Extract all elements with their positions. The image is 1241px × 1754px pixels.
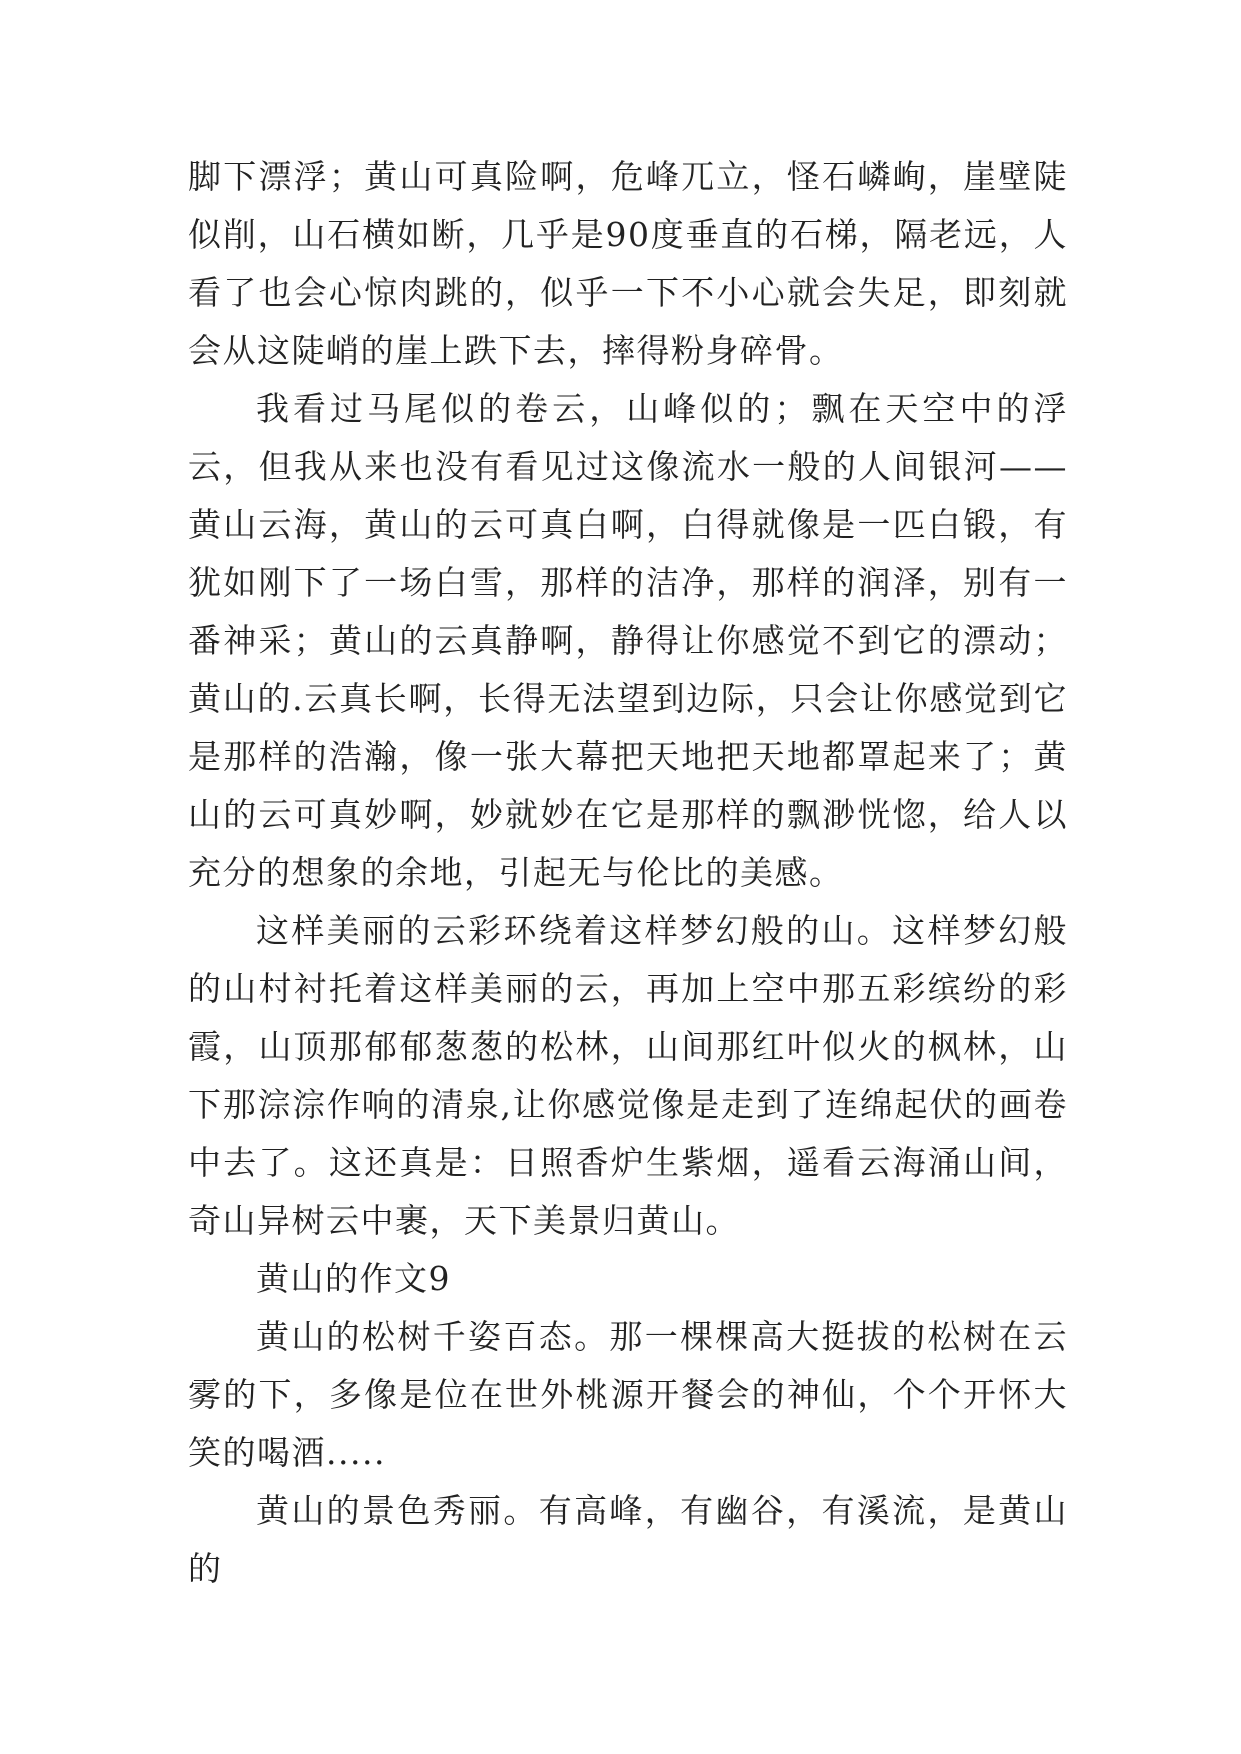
- section-heading: 黄山的作文9: [256, 1259, 451, 1298]
- document-body: [188, 148, 1068, 1598]
- paragraph-3: 这样美丽的云彩环绕着这样梦幻般的山。这样梦幻般的山村衬托着这样美丽的云，再加上空中那五彩缤纷的彩霞，山顶那郁郁葱葱的松林，山间那红叶似火的枫林，山下那淙淙作响的清泉,让你感觉像是走到了连绵起伏的画卷中去了。这还真是：日照香炉生紫烟，遥看云海涌山间，奇山异树云中裹，天下美景归黄山。: [188, 911, 1068, 1240]
- paragraph-5: 黄山的景色秀丽。有高峰，有幽谷，有溪流，是黄山的: [188, 1491, 1068, 1588]
- paragraph-4: 黄山的松树千姿百态。那一棵棵高大挺拔的松树在云雾的下，多像是位在世外桃源开餐会的神仙，个个开怀大笑的喝酒.....: [188, 1317, 1068, 1472]
- paragraph-2: 我看过马尾似的卷云，山峰似的；飘在天空中的浮云，但我从来也没有看见过这像流水一般的人间银河——黄山云海，黄山的云可真白啊，白得就像是一匹白锻，有犹如刚下了一场白雪，那样的洁净，那样的润泽，别有一番神采；黄山的云真静啊，静得让你感觉不到它的漂动；黄山的.云真长啊，长得无法望到边际，只会让你感觉到它是那样的浩瀚，像一张大幕把天地把天地都罩起来了；黄山的云可真妙啊，妙就妙在它是那样的飘渺恍惚，给人以充分的想象的余地，引起无与伦比的美感。: [188, 389, 1068, 892]
- paragraph-1: 脚下漂浮；黄山可真险啊，危峰兀立，怪石嶙峋，崖壁陡似削，山石横如断，几乎是90度垂直的石梯，隔老远，人看了也会心惊肉跳的，似乎一下不小心就会失足，即刻就会从这陡峭的崖上跌下去，摔得粉身碎骨。: [188, 157, 1068, 370]
